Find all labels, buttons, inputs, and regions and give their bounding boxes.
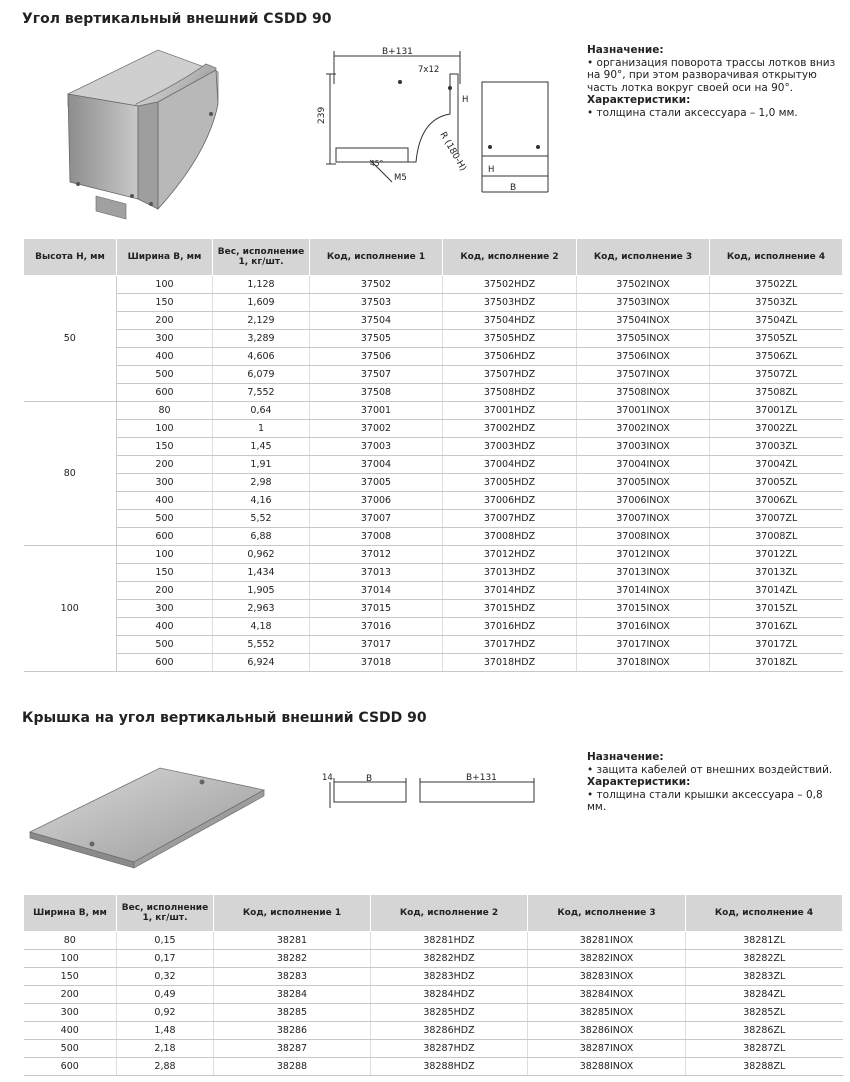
table-cell: 37012HDZ [443,546,577,564]
table-cell: 500 [117,636,213,654]
table-cell: 37004INOX [577,456,710,474]
table-cell: 37018INOX [577,654,710,672]
table-cell: 38286HDZ [371,1022,528,1040]
dim-bolt-label: M5 [394,173,407,183]
table-cell: 38287HDZ [371,1040,528,1058]
table-cell: 38288 [214,1058,371,1076]
table-cell: 37017INOX [577,636,710,654]
table-cell: 37013ZL [710,564,843,582]
table-cell: 37004 [310,456,443,474]
table-cell: 37016ZL [710,618,843,636]
table-cell: 37014ZL [710,582,843,600]
table-cell: 200 [117,312,213,330]
column-header: Код, исполнение 1 [214,895,371,932]
cover-product-image [22,760,272,880]
table-cell: 38282 [214,950,371,968]
column-header: Ширина B, мм [117,239,213,276]
table-cell: 6,079 [213,366,310,384]
table-cell: 38281HDZ [371,932,528,950]
height-group-cell: 50 [24,276,117,402]
table-cell: 5,52 [213,510,310,528]
table-cell: 38281INOX [528,932,686,950]
column-header: Код, исполнение 3 [577,239,710,276]
table-cell: 37007 [310,510,443,528]
table-cell: 37013 [310,564,443,582]
table-cell: 37502HDZ [443,276,577,294]
table-cell: 37502 [310,276,443,294]
table-cell: 37508ZL [710,384,843,402]
table-cell: 38283HDZ [371,968,528,986]
table-cell: 2,963 [213,600,310,618]
table-cell: 1,609 [213,294,310,312]
table-row [24,546,843,564]
table-cell: 37002INOX [577,420,710,438]
table-cell: 37507INOX [577,366,710,384]
table-row [24,950,843,968]
table-cell: 150 [117,564,213,582]
table-cell: 37004HDZ [443,456,577,474]
height-group-cell: 80 [24,402,117,546]
table-cell: 38287 [214,1040,371,1058]
table-cell: 500 [117,510,213,528]
table-cell: 37001HDZ [443,402,577,420]
table-cell: 37506INOX [577,348,710,366]
table-cell: 37002HDZ [443,420,577,438]
table-cell: 37001INOX [577,402,710,420]
table-cell: 38284HDZ [371,986,528,1004]
table-cell: 37002ZL [710,420,843,438]
table-cell: 37504INOX [577,312,710,330]
table-cell: 37017 [310,636,443,654]
table-cell: 1,434 [213,564,310,582]
table-cell: 37505 [310,330,443,348]
table-row [24,510,843,528]
table-cell: 200 [117,456,213,474]
dim-slot-label: 7x12 [418,65,440,75]
table-row [24,474,843,492]
table-row [24,1040,843,1058]
height-group-cell: 100 [24,546,117,672]
table-cell: 37006ZL [710,492,843,510]
table-cell: 400 [117,348,213,366]
table-cell: 600 [117,384,213,402]
purpose-heading: Назначение: [587,751,664,763]
table-cell: 37505ZL [710,330,843,348]
table-cell: 400 [117,618,213,636]
section-title: Угол вертикальный внешний CSDD 90 [22,11,332,27]
table-cell: 38286 [214,1022,371,1040]
table-row [24,636,843,654]
table-row [24,1058,843,1076]
table-cell: 37003HDZ [443,438,577,456]
purpose-text: • защита кабелей от внешних воздействий. [587,763,833,776]
table-cell: 38285INOX [528,1004,686,1022]
table-cell: 400 [24,1022,117,1040]
table-cell: 37508 [310,384,443,402]
table-cell: 37001 [310,402,443,420]
table-cell: 37502INOX [577,276,710,294]
table-cell: 150 [117,438,213,456]
table-row [24,420,843,438]
table-row [24,528,843,546]
dim-width-label: B+131 [466,773,497,783]
table-row [24,456,843,474]
table-cell: 37008HDZ [443,528,577,546]
table-cell: 37017HDZ [443,636,577,654]
table-cell: 37503INOX [577,294,710,312]
table-cell: 37014 [310,582,443,600]
table-cell: 0,17 [117,950,214,968]
table-cell: 2,98 [213,474,310,492]
table-cell: 37006INOX [577,492,710,510]
table-cell: 38288INOX [528,1058,686,1076]
table-cell: 37012ZL [710,546,843,564]
table-cell: 500 [117,366,213,384]
purpose-text: • организация поворота трассы лотков вниз на 90°, при этом разворачивая открытую часть лотка вокруг своей оси на 90°. [587,56,836,94]
table-row [24,438,843,456]
table-cell: 1,905 [213,582,310,600]
table-cell: 1 [213,420,310,438]
table-row [24,932,843,950]
table-cell: 2,129 [213,312,310,330]
table-cell: 38287INOX [528,1040,686,1058]
table-cell: 38287ZL [686,1040,843,1058]
dim-width-label: B+131 [382,47,413,57]
table-header-row [24,239,843,276]
table-cell: 1,91 [213,456,310,474]
elbow-product-image [58,44,238,224]
column-header: Код, исполнение 2 [371,895,528,932]
cover-technical-drawing [320,768,540,828]
table-cell: 7,552 [213,384,310,402]
table-cell: 37508INOX [577,384,710,402]
table-cell: 37012 [310,546,443,564]
column-header: Ширина B, мм [24,895,117,932]
table-cell: 300 [117,330,213,348]
table-cell: 37012INOX [577,546,710,564]
table-cell: 100 [117,276,213,294]
table-cell: 4,606 [213,348,310,366]
table-row [24,1022,843,1040]
table-cell: 80 [117,402,213,420]
dim-height-label: 239 [317,106,327,124]
table-cell: 0,15 [117,932,214,950]
section1-description [587,44,837,119]
table-cell: 37006 [310,492,443,510]
table-row [24,276,843,294]
table-cell: 37504ZL [710,312,843,330]
table-cell: 37506 [310,348,443,366]
table-cell: 38284ZL [686,986,843,1004]
table-cell: 37003INOX [577,438,710,456]
table-cell: 100 [24,950,117,968]
column-header: Код, исполнение 4 [686,895,843,932]
table-cell: 37015ZL [710,600,843,618]
elbow-spec-table [23,238,843,672]
section2-description [587,751,837,814]
column-header: Код, исполнение 1 [310,239,443,276]
table-row [24,654,843,672]
table-cell: 600 [117,528,213,546]
specs-heading: Характеристики: [587,94,691,106]
column-header: Высота H, мм [24,239,117,276]
table-cell: 38285ZL [686,1004,843,1022]
dim-h2-label: H [488,165,495,175]
table-cell: 200 [24,986,117,1004]
table-cell: 80 [24,932,117,950]
table-cell: 38286ZL [686,1022,843,1040]
table-cell: 100 [117,420,213,438]
table-cell: 37018 [310,654,443,672]
table-cell: 38288HDZ [371,1058,528,1076]
table-cell: 300 [117,600,213,618]
table-cell: 1,128 [213,276,310,294]
table-cell: 37005HDZ [443,474,577,492]
purpose-heading: Назначение: [587,44,664,56]
table-cell: 600 [117,654,213,672]
table-cell: 0,49 [117,986,214,1004]
table-cell: 400 [117,492,213,510]
specs-text: • толщина стали крышки аксессуара – 0,8 мм. [587,788,823,813]
dim-radius-label: R (180-H) [437,130,468,174]
table-cell: 37001ZL [710,402,843,420]
elbow-technical-drawing [310,44,560,204]
table-cell: 200 [117,582,213,600]
table-cell: 38283INOX [528,968,686,986]
column-header: Вес, исполнение 1, кг/шт. [213,239,310,276]
table-cell: 37504HDZ [443,312,577,330]
table-cell: 100 [117,546,213,564]
table-cell: 37503 [310,294,443,312]
specs-text: • толщина стали аксессуара – 1,0 мм. [587,106,798,119]
table-cell: 37016 [310,618,443,636]
table-cell: 37004ZL [710,456,843,474]
table-cell: 37007HDZ [443,510,577,528]
table-cell: 38284INOX [528,986,686,1004]
table-cell: 37504 [310,312,443,330]
table-cell: 37503HDZ [443,294,577,312]
table-header-row [24,895,843,932]
table-cell: 37003ZL [710,438,843,456]
table-cell: 37018ZL [710,654,843,672]
table-row [24,618,843,636]
table-cell: 5,552 [213,636,310,654]
table-cell: 38281ZL [686,932,843,950]
table-cell: 37015HDZ [443,600,577,618]
table-cell: 37005ZL [710,474,843,492]
table-cell: 38282HDZ [371,950,528,968]
table-cell: 300 [24,1004,117,1022]
table-cell: 37016INOX [577,618,710,636]
table-cell: 38283ZL [686,968,843,986]
dim-b-label: B [366,774,373,784]
table-row [24,366,843,384]
table-cell: 37506ZL [710,348,843,366]
table-cell: 37506HDZ [443,348,577,366]
column-header: Код, исполнение 3 [528,895,686,932]
table-cell: 0,32 [117,968,214,986]
table-row [24,348,843,366]
table-cell: 4,16 [213,492,310,510]
table-cell: 150 [117,294,213,312]
table-cell: 38288ZL [686,1058,843,1076]
table-cell: 37007INOX [577,510,710,528]
table-cell: 37507ZL [710,366,843,384]
table-cell: 0,962 [213,546,310,564]
table-cell: 37013INOX [577,564,710,582]
table-cell: 37018HDZ [443,654,577,672]
table-row [24,1004,843,1022]
table-cell: 2,88 [117,1058,214,1076]
table-cell: 37508HDZ [443,384,577,402]
table-row [24,384,843,402]
table-cell: 37015 [310,600,443,618]
table-cell: 38281 [214,932,371,950]
table-cell: 38285HDZ [371,1004,528,1022]
table-cell: 38285 [214,1004,371,1022]
table-cell: 38282ZL [686,950,843,968]
table-row [24,986,843,1004]
table-cell: 37016HDZ [443,618,577,636]
cover-spec-table [23,894,843,1076]
table-cell: 37008INOX [577,528,710,546]
dim-h-label: H [462,95,469,105]
table-cell: 37507 [310,366,443,384]
table-cell: 38286INOX [528,1022,686,1040]
table-cell: 37005INOX [577,474,710,492]
dim-angle-label: 45° [370,159,384,168]
table-cell: 37503ZL [710,294,843,312]
table-cell: 37502ZL [710,276,843,294]
table-cell: 38284 [214,986,371,1004]
column-header: Код, исполнение 4 [710,239,843,276]
table-cell: 600 [24,1058,117,1076]
table-cell: 37015INOX [577,600,710,618]
dim-b-label: B [510,183,517,193]
table-cell: 500 [24,1040,117,1058]
table-cell: 2,18 [117,1040,214,1058]
table-cell: 6,88 [213,528,310,546]
table-cell: 37007ZL [710,510,843,528]
table-cell: 37002 [310,420,443,438]
table-cell: 37006HDZ [443,492,577,510]
table-row [24,294,843,312]
table-cell: 1,45 [213,438,310,456]
table-row [24,582,843,600]
table-cell: 3,289 [213,330,310,348]
dim-h-label: 14 [322,773,333,783]
table-cell: 37013HDZ [443,564,577,582]
column-header: Код, исполнение 2 [443,239,577,276]
table-row [24,564,843,582]
table-cell: 37505HDZ [443,330,577,348]
table-cell: 38282INOX [528,950,686,968]
table-row [24,312,843,330]
table-cell: 4,18 [213,618,310,636]
table-row [24,402,843,420]
table-cell: 6,924 [213,654,310,672]
table-cell: 37014INOX [577,582,710,600]
section-title: Крышка на угол вертикальный внешний CSDD 90 [22,710,427,726]
table-row [24,600,843,618]
table-cell: 37008ZL [710,528,843,546]
table-cell: 37014HDZ [443,582,577,600]
table-cell: 38283 [214,968,371,986]
specs-heading: Характеристики: [587,776,691,788]
table-row [24,492,843,510]
table-cell: 37008 [310,528,443,546]
column-header: Вес, исполнение 1, кг/шт. [117,895,214,932]
table-cell: 37005 [310,474,443,492]
table-row [24,968,843,986]
table-cell: 37017ZL [710,636,843,654]
table-cell: 300 [117,474,213,492]
table-cell: 1,48 [117,1022,214,1040]
table-cell: 37003 [310,438,443,456]
table-row [24,330,843,348]
table-cell: 150 [24,968,117,986]
table-cell: 0,64 [213,402,310,420]
table-cell: 37507HDZ [443,366,577,384]
table-cell: 0,92 [117,1004,214,1022]
table-cell: 37505INOX [577,330,710,348]
